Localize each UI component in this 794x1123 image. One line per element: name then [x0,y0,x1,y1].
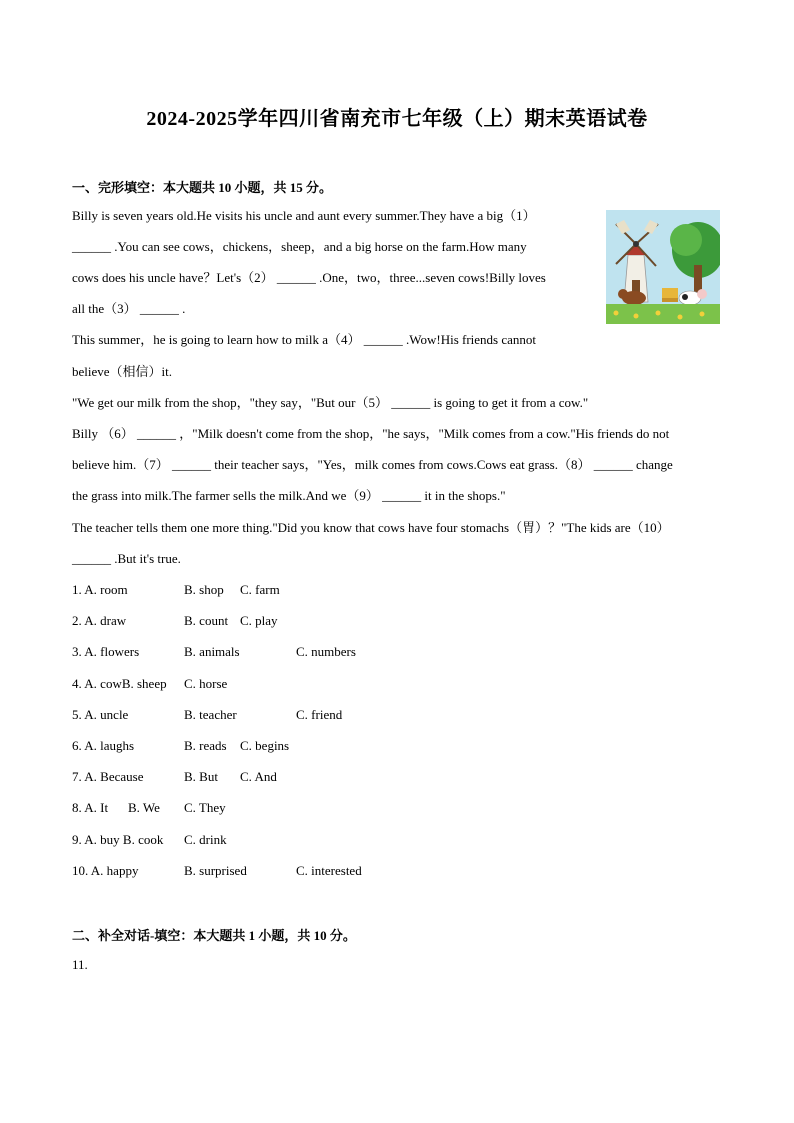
passage-line: The teacher tells them one more thing."Did you know that cows have four stomachs（胃）？"The kids are（10） [72,520,670,535]
option-b: B. We [128,800,160,815]
passage-line: ______ .You can see cows，chickens，sheep，and a big horse on the farm.How many [72,239,527,254]
page-title: 2024-2025学年四川省南充市七年级（上）期末英语试卷 [146,108,648,130]
option-c: C. interested [296,863,362,878]
passage-line: the grass into milk.The farmer sells the milk.And we（9） ______ it in the shops." [72,488,506,503]
option-a: 5. A. uncle [72,707,129,722]
option-c: C. numbers [296,644,356,659]
option-c: C. drink [184,832,227,847]
option-a: 3. A. flowers [72,644,140,659]
option-a: 6. A. laughs [72,738,135,753]
option-c: C. friend [296,707,343,722]
passage-line: Billy （6） ______ ，"Milk doesn't come from the shop，"he says，"Milk comes from a cow."His friends do not [72,426,670,441]
option-c: C. horse [184,676,228,691]
option-c: C. begins [240,738,290,753]
section-2-heading: 二、补全对话-填空：本大题共 1 小题，共 10 分。 [72,928,356,943]
option-b: B. surprised [184,863,247,878]
passage-line: "We get our milk from the shop，"they say，"But our（5） ______ is going to get it from a cow." [72,395,589,410]
passage-line: This summer，he is going to learn how to milk a（4） ______ .Wow!His friends cannot [72,332,537,347]
passage-line: Billy is seven years old.He visits his uncle and aunt every summer.They have a big（1） [72,208,536,223]
option-a: 9. A. buy B. cook [72,832,164,847]
option-a: 2. A. draw [72,613,127,628]
option-a: 4. A. cowB. sheep [72,676,167,691]
option-b: B. reads [184,738,227,753]
option-b: B. teacher [184,707,237,722]
option-b: B. But [184,769,218,784]
option-c: C. play [240,613,278,628]
option-a: 8. A. It [72,800,109,815]
option-a: 7. A. Because [72,769,144,784]
question-number: 11. [72,957,88,972]
passage-line: ______ .But it's true. [72,551,181,566]
option-c: C. And [240,769,277,784]
option-c: C. They [184,800,226,815]
section-1-heading: 一、完形填空：本大题共 10 小题，共 15 分。 [72,180,333,195]
passage-line: cows does his uncle have？Let's（2） ______ .One，two，three...seven cows!Billy loves [72,270,546,285]
option-a: 1. A. room [72,582,128,597]
option-b: B. shop [184,582,224,597]
farm-windmill-cows-icon [606,210,720,324]
option-b: B. count [184,613,229,628]
passage-line: believe（相信）it. [72,364,173,379]
option-b: B. animals [184,644,240,659]
passage-line: believe him.（7） ______ their teacher says，"Yes，milk comes from cows.Cows eat grass.（8） ______ change [72,457,673,472]
option-c: C. farm [240,582,280,597]
option-a: 10. A. happy [72,863,139,878]
passage-line: all the（3） ______ . [72,301,186,316]
